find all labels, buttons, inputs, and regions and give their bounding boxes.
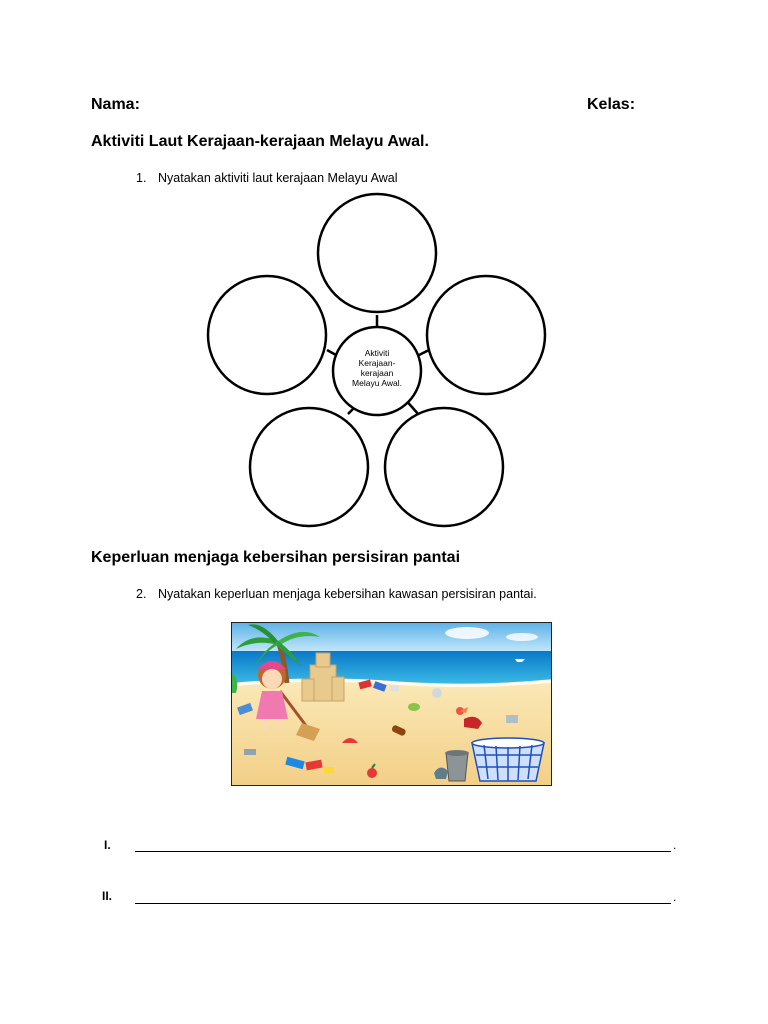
section1-title: Aktiviti Laut Kerajaan-kerajaan Melayu Awal. [91, 133, 429, 150]
section2-title: Keperluan menjaga kebersihan persisiran pantai [91, 549, 461, 566]
answer-1-label: I. [104, 838, 111, 852]
name-label: Nama: [91, 96, 140, 113]
center-line-2: Kerajaan- [358, 358, 396, 368]
answer-circle-bottom-right[interactable] [385, 408, 503, 526]
answer-circle-right[interactable] [427, 276, 545, 394]
answer-2-line[interactable] [135, 903, 671, 904]
answer-circle-left[interactable] [208, 276, 326, 394]
answer-circle-bottom-left[interactable] [250, 408, 368, 526]
class-label: Kelas: [587, 96, 636, 113]
question-1-text: Nyatakan aktiviti laut kerajaan Melayu Awal [158, 171, 398, 185]
center-line-4: Melayu Awal. [352, 378, 402, 388]
basket-icon [472, 738, 544, 781]
answer-1-end: . [673, 838, 677, 852]
center-line-1: Aktiviti [364, 348, 390, 358]
question-1-number: 1. [136, 171, 147, 185]
question-1 [136, 171, 397, 185]
answer-circle-top[interactable] [318, 194, 436, 312]
answer-1-line[interactable] [135, 851, 671, 852]
answer-2-label: II. [102, 889, 113, 903]
center-line-3: kerajaan [360, 368, 394, 378]
answer-2-end: . [673, 890, 677, 904]
beach-litter-illustration [231, 622, 552, 786]
question-2-number: 2. [136, 587, 147, 601]
question-2-text: Nyatakan keperluan menjaga kebersihan kawasan persisiran pantai. [158, 587, 537, 601]
center-circle-text [336, 348, 418, 388]
connector-right [419, 350, 429, 355]
question-2 [136, 587, 537, 601]
connector-left [327, 350, 336, 355]
